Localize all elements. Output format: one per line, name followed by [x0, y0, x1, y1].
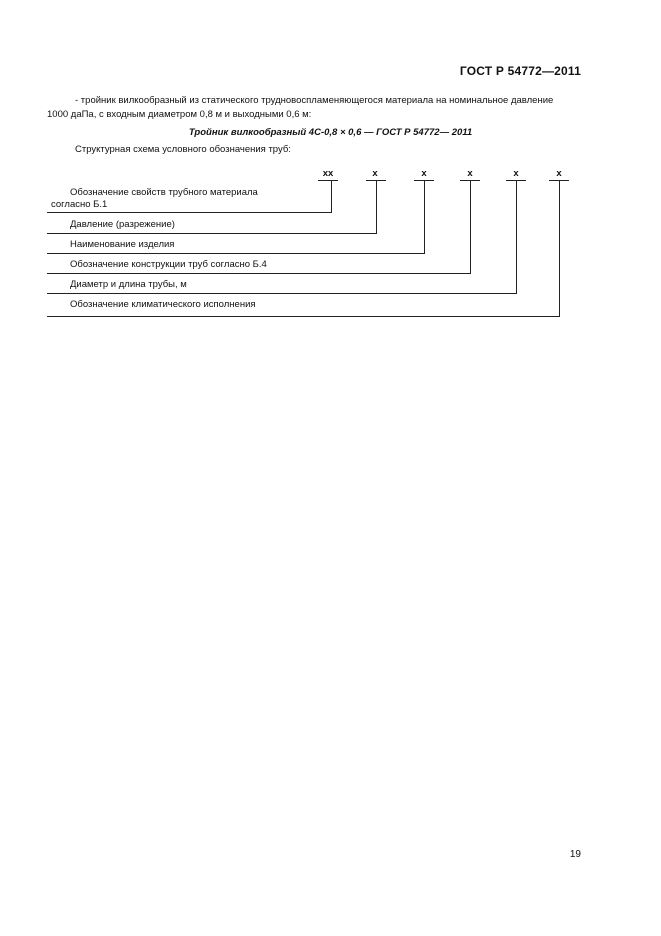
- label-material-line-1: Обозначение свойств трубного материала: [70, 187, 258, 198]
- code-pressure: х: [372, 168, 378, 179]
- designation-example: Тройник вилкообразный 4С-0,8 × 0,6 — ГОСТ Р 54772— 2011: [188, 127, 473, 138]
- label-product-name: Наименование изделия: [70, 239, 175, 250]
- schema-title: Структурная схема условного обозначения труб:: [75, 144, 291, 155]
- code-construction: х: [467, 168, 473, 179]
- code-product-name: х: [421, 168, 427, 179]
- label-pressure: Давление (разрежение): [70, 219, 175, 230]
- code-climatic: х: [556, 168, 562, 179]
- label-diameter-length: Диаметр и длина трубы, м: [70, 279, 187, 290]
- code-material: хх: [322, 168, 334, 179]
- paragraph-line-2: 1000 даПа, с входным диаметром 0,8 м и выходными 0,6 м:: [47, 109, 312, 120]
- code-diameter-length: х: [513, 168, 519, 179]
- paragraph-line-1: - тройник вилкообразный из статического трудновоспламеняющегося материала на номинальное давление: [75, 95, 554, 106]
- label-climatic: Обозначение климатического исполнения: [70, 299, 256, 310]
- document-code-header: ГОСТ Р 54772—2011: [459, 64, 581, 78]
- label-construction: Обозначение конструкции труб согласно Б.4: [70, 259, 267, 270]
- label-material-line-2: согласно Б.1: [51, 199, 108, 210]
- page-number: 19: [569, 849, 581, 860]
